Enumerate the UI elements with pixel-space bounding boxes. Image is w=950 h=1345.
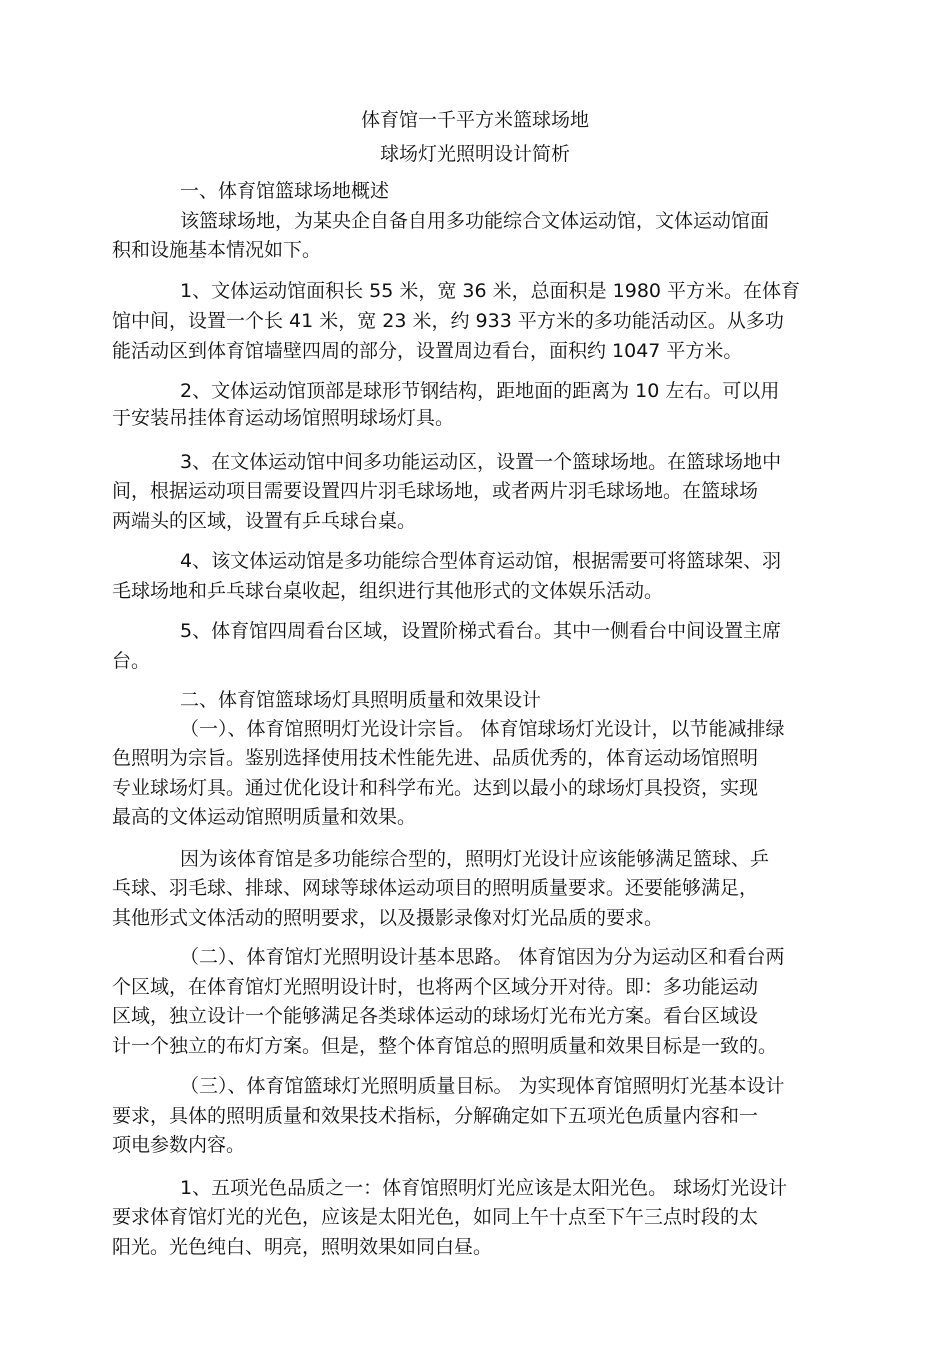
paragraph-line: （三）、体育馆篮球灯光照明质量目标。 为实现体育馆照明灯光基本设计 [180, 1075, 785, 1097]
document-title: 体育馆一千平方米篮球场地 [360, 109, 589, 131]
paragraph-line: （一）、体育馆照明灯光设计宗旨。 体育馆球场灯光设计，以节能减排绿 [180, 718, 785, 740]
paragraph-line: 间，根据运动项目需要设置四片羽毛球场地，或者两片羽毛球场地。在篮球场 [112, 480, 759, 502]
paragraph-line: 色照明为宗旨。鉴别选择使用技术性能先进、品质优秀的，体育运动场馆照明 [112, 747, 759, 769]
paragraph-line: 毛球场地和乒乓球台桌收起，组织进行其他形式的文体娱乐活动。 [112, 580, 664, 602]
paragraph-line: 区域，独立设计一个能够满足各类球体运动的球场灯光布光方案。看台区域设 [112, 1005, 759, 1027]
paragraph-line: 能活动区到体育馆墙壁四周的部分，设置周边看台，面积约 1047 平方米。 [112, 340, 743, 362]
paragraph-line: 该篮球场地，为某央企自备自用多功能综合文体运动馆，文体运动馆面 [180, 210, 770, 232]
paragraph-line: 5、体育馆四周看台区域，设置阶梯式看台。其中一侧看台中间设置主席 [180, 620, 782, 642]
paragraph-line: 积和设施基本情况如下。 [112, 239, 322, 261]
paragraph-line: 乓球、羽毛球、排球、网球等球体运动项目的照明质量要求。还要能够满足， [112, 877, 759, 899]
document-subtitle: 球场灯光照明设计简析 [379, 143, 570, 165]
paragraph-line: 个区域，在体育馆灯光照明设计时，也将两个区域分开对待。即：多功能运动 [112, 976, 759, 998]
paragraph-line: 3、在文体运动馆中间多功能运动区，设置一个篮球场地。在篮球场地中 [180, 451, 782, 473]
section-heading-1: 一、体育馆篮球场地概述 [180, 180, 390, 202]
paragraph-line: 2、文体运动馆顶部是球形节钢结构，距地面的距离为 10 左右。可以用 [180, 380, 780, 402]
paragraph-line: 馆中间，设置一个长 41 米，宽 23 米，约 933 平方米的多功能活动区。从多功 [112, 310, 784, 332]
paragraph-line: 要求体育馆灯光的光色，应该是太阳光色，如同上午十点至下午三点时段的太 [112, 1206, 759, 1228]
paragraph-line: 台。 [112, 650, 151, 672]
paragraph-line: 其他形式文体活动的照明要求，以及摄影录像对灯光品质的要求。 [112, 907, 664, 929]
paragraph-line: 项电参数内容。 [112, 1134, 246, 1156]
paragraph-line: 最高的文体运动馆照明质量和效果。 [112, 806, 417, 828]
paragraph-line: 因为该体育馆是多功能综合型的，照明灯光设计应该能够满足篮球、乒 [180, 848, 770, 870]
paragraph-line: 阳光。光色纯白、明亮，照明效果如同白昼。 [112, 1236, 493, 1258]
paragraph-line: 1、文体运动馆面积长 55 米，宽 36 米，总面积是 1980 平方米。在体育 [180, 280, 801, 302]
paragraph-line: 要求，具体的照明质量和效果技术指标，分解确定如下五项光色质量内容和一 [112, 1105, 759, 1127]
paragraph-line: 4、该文体运动馆是多功能综合型体育运动馆，根据需要可将篮球架、羽 [180, 550, 782, 572]
paragraph-line: 于安装吊挂体育运动场馆照明球场灯具。 [112, 407, 455, 429]
section-heading-2: 二、体育馆篮球场灯具照明质量和效果设计 [180, 689, 542, 711]
paragraph-line: 1、五项光色品质之一：体育馆照明灯光应该是太阳光色。 球场灯光设计 [180, 1177, 788, 1199]
paragraph-line: 专业球场灯具。通过优化设计和科学布光。达到以最小的球场灯具投资，实现 [112, 777, 759, 799]
paragraph-line: 计一个独立的布灯方案。但是，整个体育馆总的照明质量和效果目标是一致的。 [112, 1035, 778, 1057]
paragraph-line: （二）、体育馆灯光照明设计基本思路。 体育馆因为分为运动区和看台两 [180, 946, 785, 968]
paragraph-line: 两端头的区域，设置有乒乓球台桌。 [112, 510, 417, 532]
